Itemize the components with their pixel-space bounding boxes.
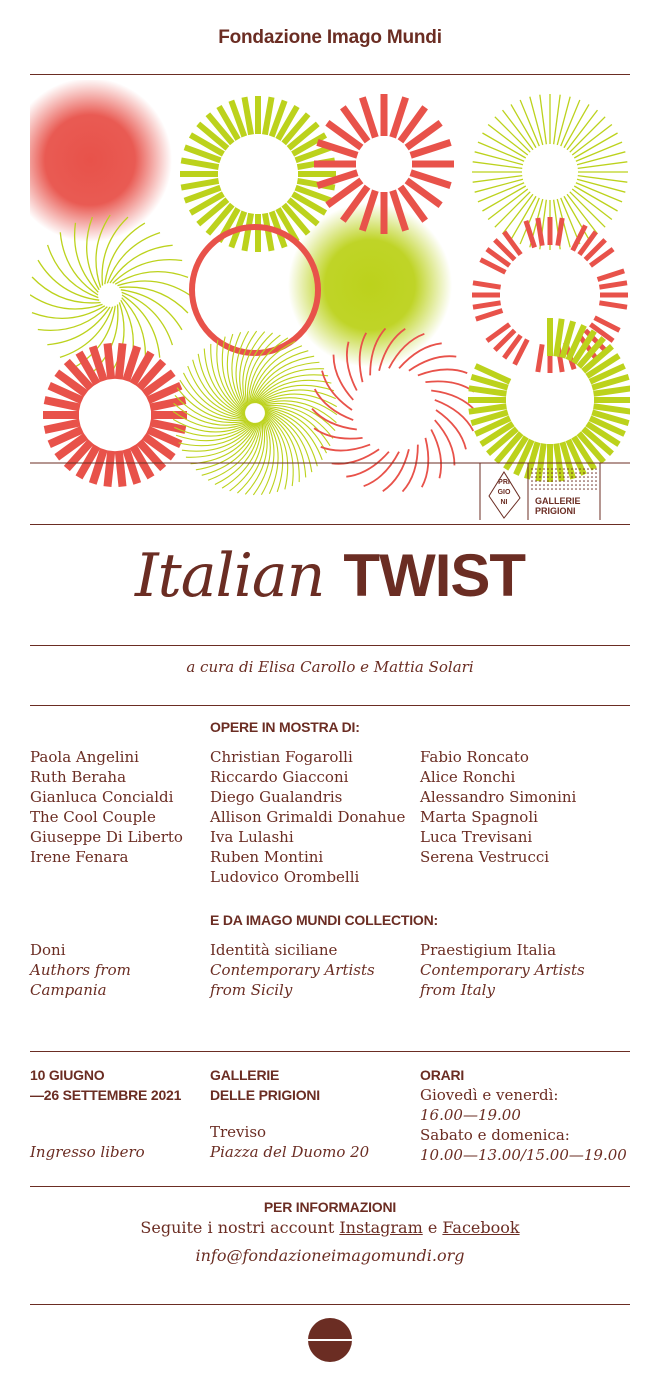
artists-column-1 <box>30 747 183 867</box>
venue-name <box>210 1065 320 1105</box>
collection-sub: Campania <box>30 981 107 999</box>
divider <box>30 1186 630 1187</box>
opening-hours <box>420 1065 627 1165</box>
social-text: Seguite i nostri account <box>140 1218 340 1237</box>
artist-name: Gianluca Concialdi <box>30 788 174 806</box>
artist-name: Irene Fenara <box>30 848 129 866</box>
collection-name: Identità siciliane <box>210 941 338 959</box>
prigioni-logo <box>489 472 520 518</box>
exhibition-title <box>0 540 660 612</box>
collection-name: Doni <box>30 941 66 959</box>
venue-city: Treviso <box>210 1123 267 1141</box>
email-address[interactable]: info@fondazioneimagomundi.org <box>195 1246 465 1265</box>
artist-name: Ruth Beraha <box>30 768 127 786</box>
collection-sub: Authors from <box>30 961 131 979</box>
info-heading: PER INFORMAZIONI <box>263 1199 397 1215</box>
prigioni-mark-line1: PRI <box>498 479 510 486</box>
prigioni-mark-line2: GIO <box>497 489 511 496</box>
divider <box>30 1304 630 1305</box>
artist-name: Diego Gualandris <box>210 788 343 806</box>
collection-sub: Contemporary Artists <box>420 961 585 979</box>
collection-heading: E DA IMAGO MUNDI COLLECTION: <box>210 912 438 928</box>
artist-name: Giuseppe Di Liberto <box>30 828 183 846</box>
artists-heading: OPERE IN MOSTRA DI: <box>210 719 360 735</box>
title-bold: TWIST <box>343 542 526 609</box>
venue-address: Piazza del Duomo 20 <box>210 1143 370 1161</box>
artist-name: Christian Fogarolli <box>210 748 353 766</box>
artist-name: Alessandro Simonini <box>420 788 577 806</box>
artist-name: Luca Trevisani <box>420 828 533 846</box>
exhibition-dates <box>30 1065 181 1105</box>
collection-sub: Contemporary Artists <box>210 961 375 979</box>
artists-column-3 <box>420 747 576 867</box>
artist-name: Serena Vestrucci <box>420 848 550 866</box>
divider <box>30 74 630 75</box>
facebook-link[interactable]: Facebook <box>442 1218 520 1237</box>
instagram-link[interactable]: Instagram <box>339 1218 423 1237</box>
divider <box>30 524 630 525</box>
hours-line: Giovedì e venerdì: <box>420 1086 559 1104</box>
artist-name: Riccardo Giacconi <box>210 768 349 786</box>
artist-name: Ludovico Orombelli <box>210 868 360 886</box>
title-italic: Italian <box>134 541 325 611</box>
artist-name: The Cool Couple <box>30 808 156 826</box>
artist-name: Allison Grimaldi Donahue <box>210 808 406 826</box>
collection-sub: from Sicily <box>210 981 293 999</box>
venue-line2: DELLE PRIGIONI <box>210 1087 320 1103</box>
hours-line: Sabato e domenica: <box>420 1126 570 1144</box>
collection-2 <box>210 940 375 1000</box>
artists-column-2 <box>210 747 405 887</box>
hours-line: 10.00—13.00/15.00—19.00 <box>420 1146 627 1164</box>
collection-sub: from Italy <box>420 981 495 999</box>
collection-3 <box>420 940 585 1000</box>
organization-title: Fondazione Imago Mundi <box>218 27 442 48</box>
artist-name: Ruben Montini <box>210 848 324 866</box>
divider <box>30 1051 630 1052</box>
hours-heading: ORARI <box>420 1067 465 1083</box>
social-text: e <box>422 1218 443 1237</box>
logo-mark-icon <box>308 1318 352 1362</box>
artist-name: Iva Lulashi <box>210 828 294 846</box>
collection-1 <box>30 940 131 1000</box>
gallerie-logo-line2: PRIGIONI <box>535 506 576 516</box>
entry-info: Ingresso libero <box>30 1143 145 1161</box>
divider <box>30 705 630 706</box>
gallerie-logo-line1: GALLERIE <box>535 496 581 506</box>
dates-line2: —26 SETTEMBRE 2021 <box>30 1087 182 1103</box>
artist-name: Alice Ronchi <box>420 768 516 786</box>
sunburst-artwork <box>30 80 630 520</box>
dates-line1: 10 GIUGNO <box>30 1067 105 1083</box>
social-line <box>0 1217 660 1239</box>
artist-name: Fabio Roncato <box>420 748 529 766</box>
artist-name: Paola Angelini <box>30 748 139 766</box>
venue-line1: GALLERIE <box>210 1067 280 1083</box>
curators-line: a cura di Elisa Carollo e Mattia Solari <box>186 658 474 676</box>
divider <box>30 645 630 646</box>
prigioni-mark-line3: NI <box>500 499 508 506</box>
hours-line: 16.00—19.00 <box>420 1106 521 1124</box>
collection-name: Praestigium Italia <box>420 941 557 959</box>
artist-name: Marta Spagnoli <box>420 808 538 826</box>
